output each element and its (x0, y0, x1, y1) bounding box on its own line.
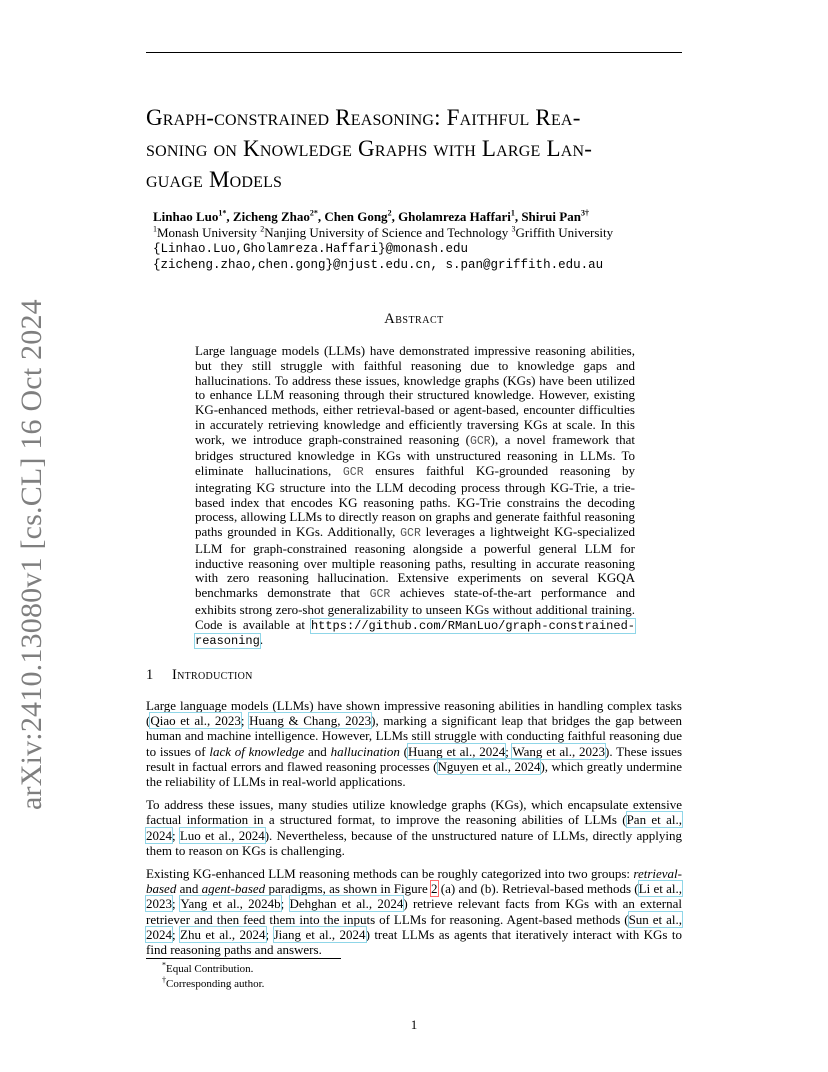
footnote (162, 962, 264, 977)
citation-link[interactable]: Pan et al., 2024 (146, 812, 682, 843)
affil-mark: 3 (511, 224, 516, 234)
affil-mark: 2 (387, 208, 392, 218)
affil-mark: 1 (153, 224, 157, 234)
text-run: ; (172, 827, 180, 843)
affil-mark: 2 (260, 224, 265, 234)
text-run: and (304, 743, 331, 759)
intro-paragraph (146, 797, 682, 858)
abstract-run: ensures faithful KG-grounded reasoning by integrating KG structure into the LLM decoding process through KG-Trie, a trie-based index that encodes KG reasoning paths. KG-Trie constrains the decoding process, allowing LLMs to directly reason on graphs and generate faithful reasoning paths grounded in KGs. Additionally, (195, 463, 635, 539)
citation-link[interactable]: Wang et al., 2023 (512, 743, 606, 759)
text-run: ; (280, 896, 290, 912)
page-number: 1 (410, 1017, 418, 1032)
footnote-mark: * (162, 960, 166, 970)
text-run: ; (172, 926, 181, 942)
text-run: Existing KG-enhanced LLM reasoning methods can be roughly categorized into two groups: (146, 866, 634, 882)
gcr-code: GCR (469, 434, 491, 448)
section-title: Introduction (172, 667, 253, 683)
text-run: paradigms, as shown in Figure (265, 881, 431, 897)
footnotes (162, 962, 264, 992)
abstract-run: ), a novel framework that bridges structured knowledge in KGs with unstructured reasoning in LLMs. To eliminate hallucinations, (195, 431, 635, 478)
abstract-run: . (259, 632, 264, 648)
affiliations (153, 225, 693, 241)
citation-link[interactable]: Jiang et al., 2024 (273, 926, 366, 942)
author-names: Linhao Luo$^{1*}$, Zicheng Zhao$^{2*}$, Chen Gong$^2$, Gholamreza Haffari$^1$, Shirui Pan$^{3\dagger}$ (153, 208, 589, 224)
text-run: ; (172, 896, 181, 912)
text-run: ; (240, 713, 250, 729)
title-line-1: Graph-constrained Reasoning: Faithful Rea- (146, 105, 581, 130)
footnote-mark: † (162, 975, 166, 985)
citation-link[interactable]: Yang et al., 2024b (180, 896, 281, 912)
emphasis-text: retrieval-based (146, 866, 682, 897)
footnote (162, 977, 264, 992)
equal-mark: * (222, 208, 227, 218)
emphasis-text: lack of knowledge (209, 743, 305, 759)
section-heading (146, 667, 253, 684)
text-run: ; (505, 743, 513, 759)
equal-mark: * (313, 208, 318, 218)
text-run: and (176, 881, 202, 897)
top-rule (146, 52, 682, 53)
affiliation: Monash University (157, 225, 261, 240)
affil-mark: 1 (218, 208, 223, 218)
abstract-run: Large language models (LLMs) have demonstrated impressive reasoning abilities, but they still struggle with faithful reasoning due to knowledge gaps and hallucinations. To address these issues, knowledge graphs (KGs) have been utilized to enhance LLM reasoning through their structured knowledge. However, existing KG-enhanced methods, either retrieval-based or agent-based, encounter difficulties in accurately retrieving knowledge and efficiently traversing KGs at scale. In this work, we introduce graph-constrained reasoning ( (195, 343, 635, 447)
citation-link[interactable]: Zhu et al., 2024 (180, 926, 266, 942)
author-name: Gholamreza Haffari (398, 209, 511, 224)
text-run: ), marking a significant leap that bridges the gap between human and machine intelligence. However, LLMs still struggle with conducting faithful reasoning due to issues of (146, 713, 682, 759)
text-run: ) retrieve relevant facts from KGs with an external retriever and then feed them into the inputs of LLMs for reasoning. Agent-based methods ( (146, 896, 682, 927)
gcr-code: GCR (342, 466, 364, 479)
text-run: ; (265, 926, 274, 942)
title-line-3: guage Models (146, 167, 283, 192)
text-run: ) treat LLMs as agents that iteratively interact with KGs to find reasoning paths and answers. (146, 926, 682, 958)
citation-link[interactable]: Huang & Chang, 2023 (249, 713, 372, 729)
figure-ref-link[interactable]: 2 (431, 881, 438, 897)
paper-title (146, 102, 682, 195)
gcr-code: GCR (369, 588, 391, 601)
citation-link[interactable]: Qiao et al., 2023 (150, 713, 241, 729)
abstract-text (195, 344, 635, 649)
text-run: ). These issues result in factual errors and flawed reasoning processes ( (146, 743, 683, 774)
text-run: ( (399, 743, 409, 759)
section-number: 1 (146, 667, 154, 683)
author-name: Zicheng Zhao (232, 209, 310, 224)
emphasis-text: agent-based (201, 881, 266, 897)
email-line-1: {Linhao.Luo,Gholamreza.Haffari}@monash.edu (153, 242, 469, 256)
intro-body (146, 698, 682, 965)
author-name: Shirui Pan (521, 209, 581, 224)
text-run: Large language models (LLMs) have shown impressive reasoning abilities in handling complex tasks ( (146, 698, 682, 729)
affil-mark: 1 (510, 208, 515, 218)
abstract-run: achieves state-of-the-art performance and exhibits strong zero-shot generalizability to unseen KGs without additional training. Code is available at (195, 585, 635, 632)
citation-link[interactable]: Li et al., 2023 (146, 881, 682, 912)
emphasis-text: hallucination (330, 743, 400, 759)
citation-link[interactable]: Dehghan et al., 2024 (289, 896, 404, 912)
citation-link[interactable]: Luo et al., 2024 (179, 827, 265, 843)
affiliation: Nanjing University of Science and Technology (264, 225, 512, 240)
gcr-code: GCR (400, 527, 421, 540)
intro-paragraph (146, 698, 682, 789)
affil-mark: 3† (580, 208, 589, 218)
citation-link[interactable]: Nguyen et al., 2024 (437, 758, 541, 774)
author-block (153, 209, 693, 273)
citation-link[interactable]: Huang et al., 2024 (408, 743, 506, 759)
footnote-text: Equal Contribution. (166, 963, 254, 975)
text-run: To address these issues, many studies utilize knowledge graphs (KGs), which encapsulate extensive factual information in a structured format, to improve the reasoning abilities of LLMs ( (146, 797, 682, 828)
affiliation: Griffith University (515, 225, 614, 240)
text-run: (a) and (b). Retrieval-based methods ( (437, 881, 639, 897)
intro-paragraph (146, 866, 682, 957)
abstract-run: leverages a lightweight KG-specialized LLM for graph-constrained reasoning alongside a powerful general LLM for inductive reasoning over multiple reasoning paths, resulting in accurate reasoning with zero reasoning hallucination. Extensive experiments on several KGQA benchmarks demonstrate that (195, 524, 635, 600)
title-line-2: soning on Knowledge Graphs with Large Lan- (146, 136, 593, 161)
citation-link[interactable]: Sun et al., 2024 (146, 911, 682, 942)
footnote-rule (146, 958, 341, 959)
text-run: ), which greatly undermine the reliability of LLMs in real-world applications. (146, 758, 682, 790)
email-line-2: {zicheng.zhao,chen.gong}@njust.edu.cn, s.pan@griffith.edu.au (153, 258, 604, 272)
affil-mark: 2 (309, 208, 314, 218)
author-name: Chen Gong (324, 209, 388, 224)
code-link[interactable]: https://github.com/RManLuo/graph-constrained-reasoning (195, 618, 635, 649)
arxiv-stamp: arXiv:2410.13080v1 [cs.CL] 16 Oct 2024 (15, 299, 48, 810)
abstract-heading: Abstract (384, 311, 444, 327)
author-name: Linhao Luo (153, 209, 219, 224)
text-run: ). Nevertheless, because of the unstructured nature of LLMs, directly applying them to reason on KGs is challenging. (146, 827, 682, 858)
footnote-text: Corresponding author. (166, 978, 265, 990)
